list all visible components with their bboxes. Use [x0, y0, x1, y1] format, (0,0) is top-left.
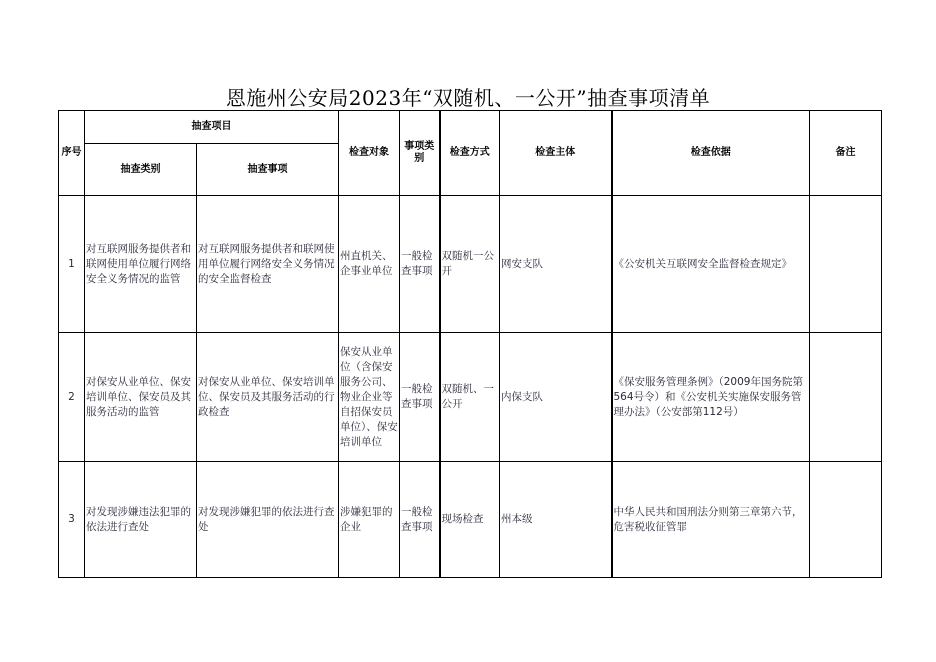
row-item: 对发现涉嫌犯罪的依法进行查处 — [197, 462, 339, 578]
row-seq: 3 — [59, 462, 85, 578]
header-category: 抽查类别 — [85, 144, 197, 196]
row-object: 涉嫌犯罪的企业 — [339, 462, 400, 578]
table-row — [59, 196, 882, 333]
row-category: 对互联网服务提供者和联网使用单位履行网络安全义务情况的监管 — [85, 196, 197, 333]
header-object: 检查对象 — [339, 111, 400, 196]
row-category: 对保安从业单位、保安培训单位、保安员及其服务活动的监管 — [85, 333, 197, 462]
row-item: 对互联网服务提供者和联网使用单位履行网络安全义务情况的安全监督检查 — [197, 196, 339, 333]
header-item: 抽查事项 — [197, 144, 339, 196]
row-type: 一般检查事项 — [400, 196, 440, 333]
header-project: 抽查项目 — [85, 111, 339, 144]
row-remark — [810, 333, 882, 462]
row-object: 保安从业单位（含保安服务公司、物业企业等自招保安员单位）、保安培训单位 — [339, 333, 400, 462]
row-seq: 1 — [59, 196, 85, 333]
row-subject: 内保支队 — [500, 333, 612, 462]
header-type: 事项类别 — [400, 111, 440, 196]
row-basis: 中华人民共和国刑法分则第三章第六节，危害税收征管罪 — [612, 462, 810, 578]
row-basis: 《公安机关互联网安全监督检查规定》 — [612, 196, 810, 333]
table-row — [59, 462, 882, 578]
row-object: 州直机关、企事业单位 — [339, 196, 400, 333]
row-remark — [810, 196, 882, 333]
header-remark: 备注 — [810, 111, 882, 196]
page-title: 恩施州公安局2023年“双随机、一公开”抽查事项清单 — [225, 86, 711, 110]
row-remark — [810, 462, 882, 578]
row-method: 双随机一公开 — [440, 196, 500, 333]
row-item: 对保安从业单位、保安培训单位、保安员及其服务活动的行政检查 — [197, 333, 339, 462]
row-basis: 《保安服务管理条例》（2009年国务院第564号令）和《公安机关实施保安服务管理办法》（公安部第112号） — [612, 333, 810, 462]
header-subject: 检查主体 — [500, 111, 612, 196]
row-category: 对发现涉嫌违法犯罪的依法进行查处 — [85, 462, 197, 578]
row-seq: 2 — [59, 333, 85, 462]
row-subject: 网安支队 — [500, 196, 612, 333]
header-basis: 检查依据 — [612, 111, 810, 196]
inspection-table — [58, 110, 882, 578]
row-subject: 州本级 — [500, 462, 612, 578]
header-method: 检查方式 — [440, 111, 500, 196]
table-row — [59, 333, 882, 462]
header-seq: 序号 — [59, 111, 85, 196]
row-method: 双随机、一公开 — [440, 333, 500, 462]
row-type: 一般检查事项 — [400, 333, 440, 462]
row-type: 一般检查事项 — [400, 462, 440, 578]
row-method: 现场检查 — [440, 462, 500, 578]
